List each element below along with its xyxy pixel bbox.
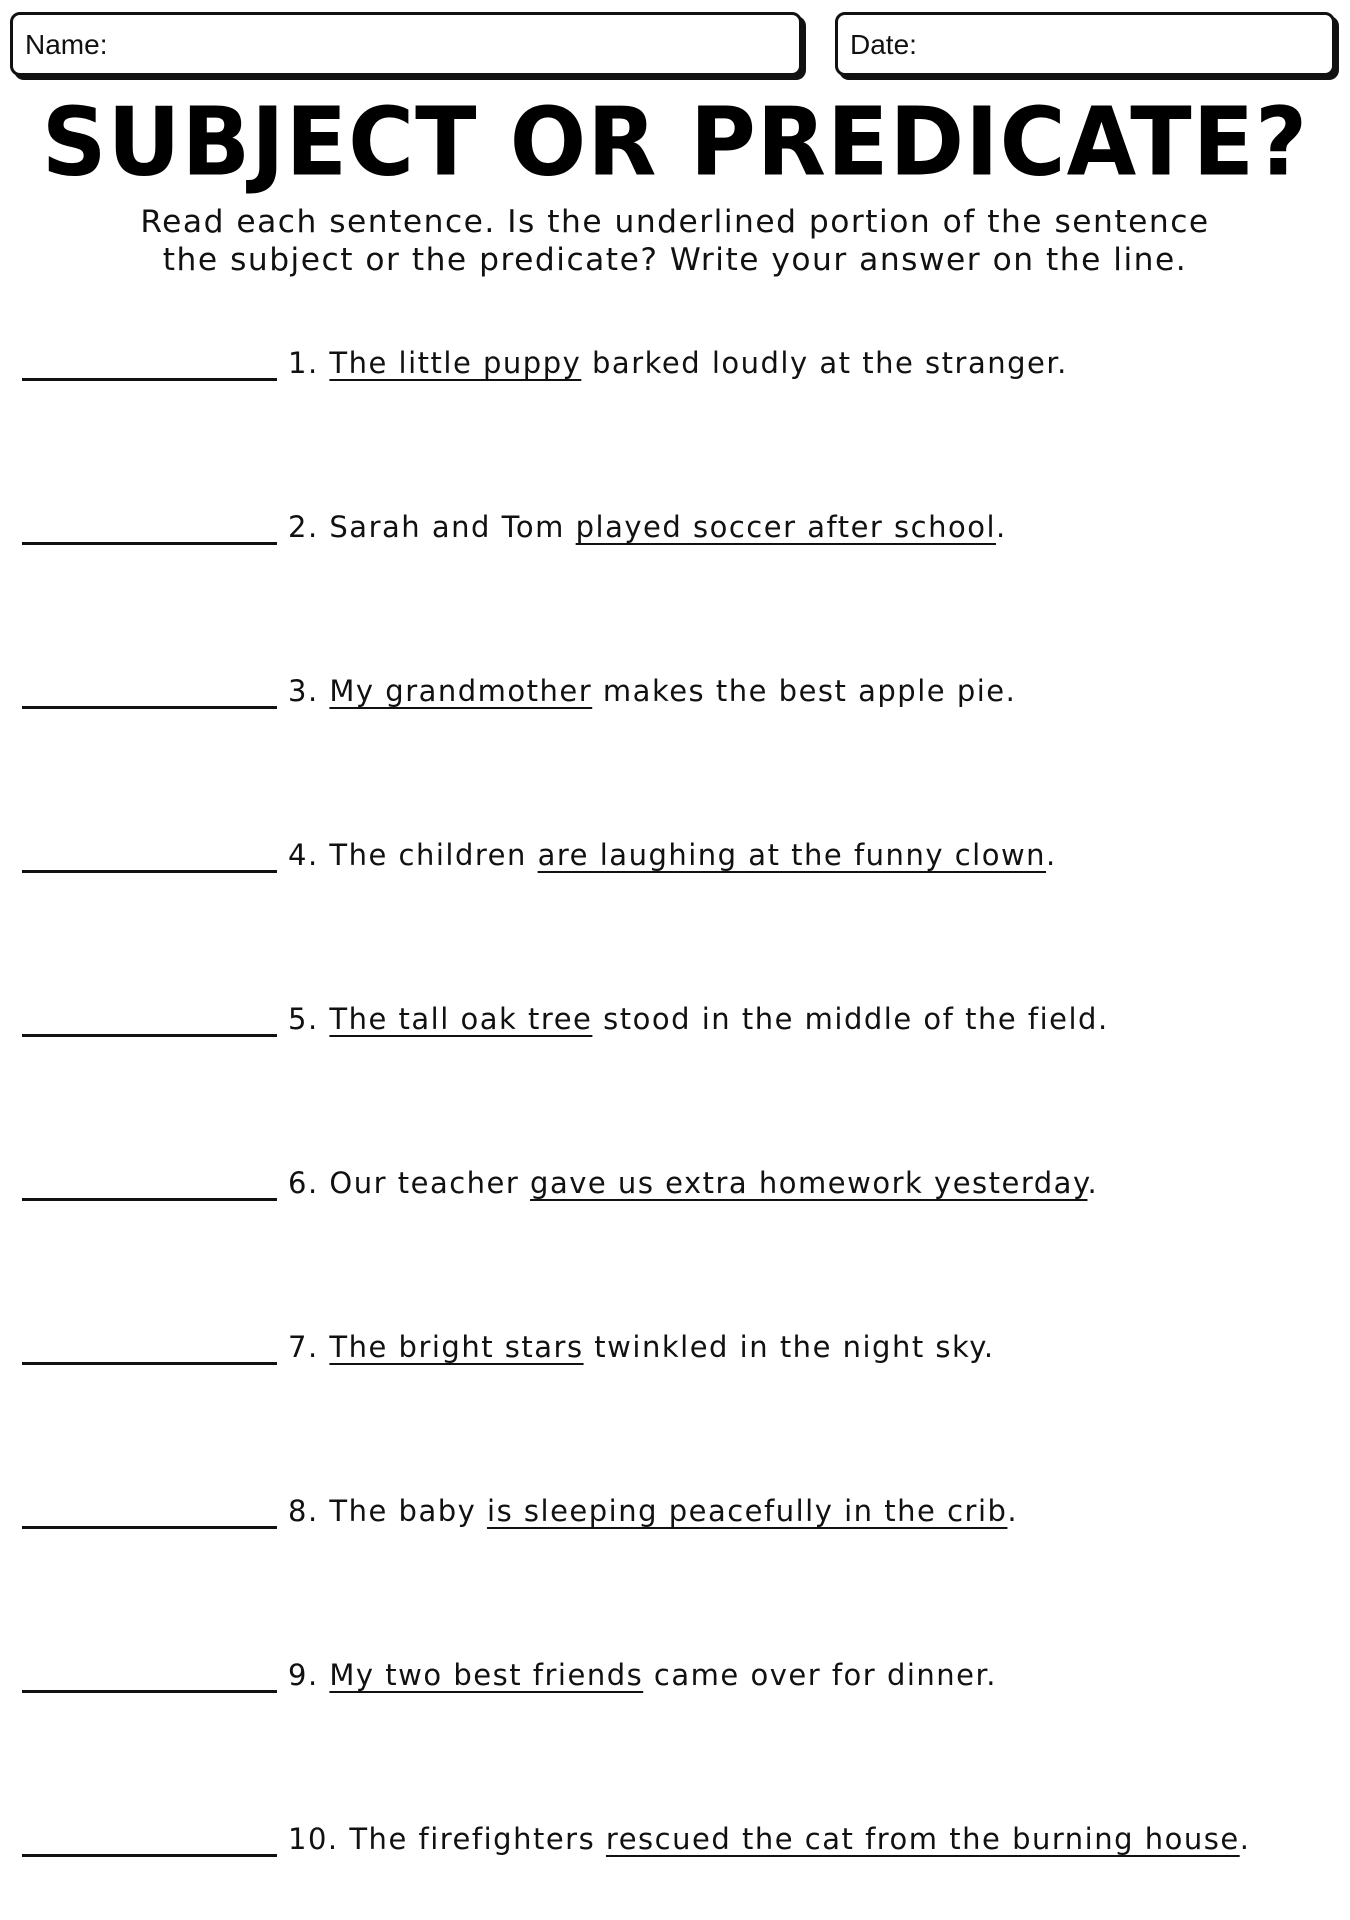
answer-line[interactable] xyxy=(22,1526,277,1529)
date-label: Date: xyxy=(850,29,917,60)
sentence-end: came over for dinner. xyxy=(643,1658,997,1692)
question-text xyxy=(288,1163,1098,1203)
page-title: SUBJECT OR PREDICATE? xyxy=(41,87,1309,198)
question-item xyxy=(0,999,1350,1049)
sentence-end: stood in the middle of the field. xyxy=(592,1002,1109,1036)
question-item xyxy=(0,1491,1350,1541)
question-number: 1. xyxy=(288,346,319,380)
question-item xyxy=(0,507,1350,557)
question-text xyxy=(288,1819,1250,1859)
question-number: 7. xyxy=(288,1330,319,1364)
underlined-portion: The tall oak tree xyxy=(329,1002,593,1036)
question-number: 2. xyxy=(288,510,319,544)
question-number: 6. xyxy=(288,1166,319,1200)
sentence-end: twinkled in the night sky. xyxy=(583,1330,995,1364)
sentence-start: The children xyxy=(329,838,538,872)
answer-line[interactable] xyxy=(22,1198,277,1201)
underlined-portion: My grandmother xyxy=(329,674,593,708)
answer-line[interactable] xyxy=(22,1362,277,1365)
underlined-portion: The bright stars xyxy=(329,1330,584,1364)
answer-line[interactable] xyxy=(22,1854,277,1857)
instructions-line-1: Read each sentence. Is the underlined portion of the sentence xyxy=(140,204,1210,240)
sentence-end: . xyxy=(1239,1822,1251,1856)
question-item xyxy=(0,343,1350,393)
question-item xyxy=(0,1655,1350,1705)
question-item xyxy=(0,835,1350,885)
underlined-portion: are laughing at the funny clown xyxy=(537,838,1047,872)
question-number: 3. xyxy=(288,674,319,708)
answer-line[interactable] xyxy=(22,542,277,545)
sentence-start: Our teacher xyxy=(329,1166,531,1200)
underlined-portion: rescued the cat from the burning house xyxy=(605,1822,1240,1856)
date-field[interactable] xyxy=(835,12,1335,76)
underlined-portion: is sleeping peacefully in the crib xyxy=(487,1494,1008,1528)
name-label: Name: xyxy=(25,29,108,60)
question-item xyxy=(0,671,1350,721)
instructions-line-2: the subject or the predicate? Write your answer on the line. xyxy=(162,242,1188,278)
underlined-portion: My two best friends xyxy=(329,1658,644,1692)
question-item xyxy=(0,1819,1350,1869)
question-text xyxy=(288,1655,997,1695)
question-text xyxy=(288,507,1007,547)
question-item xyxy=(0,1163,1350,1213)
sentence-end: barked loudly at the stranger. xyxy=(581,346,1068,380)
sentence-start: The baby xyxy=(329,1494,488,1528)
answer-line[interactable] xyxy=(22,706,277,709)
answer-line[interactable] xyxy=(22,1034,277,1037)
sentence-start: The firefighters xyxy=(349,1822,606,1856)
question-item xyxy=(0,1327,1350,1377)
question-text xyxy=(288,1491,1018,1531)
sentence-end: makes the best apple pie. xyxy=(592,674,1017,708)
underlined-portion: gave us extra homework yesterday xyxy=(530,1166,1088,1200)
question-text xyxy=(288,835,1057,875)
question-number: 5. xyxy=(288,1002,319,1036)
question-number: 4. xyxy=(288,838,319,872)
answer-line[interactable] xyxy=(22,378,277,381)
sentence-end: . xyxy=(1087,1166,1099,1200)
question-text xyxy=(288,343,1068,383)
answer-line[interactable] xyxy=(22,1690,277,1693)
question-number: 9. xyxy=(288,1658,319,1692)
sentence-end: . xyxy=(1007,1494,1019,1528)
sentence-end: . xyxy=(996,510,1007,544)
question-number: 8. xyxy=(288,1494,319,1528)
underlined-portion: played soccer after school xyxy=(575,510,997,544)
question-text xyxy=(288,999,1109,1039)
question-number: 10. xyxy=(288,1822,339,1856)
sentence-start: Sarah and Tom xyxy=(329,510,576,544)
instructions xyxy=(0,203,1350,279)
name-field[interactable] xyxy=(10,12,802,76)
sentence-end: . xyxy=(1046,838,1057,872)
answer-line[interactable] xyxy=(22,870,277,873)
underlined-portion: The little puppy xyxy=(329,346,582,380)
question-text xyxy=(288,671,1016,711)
question-text xyxy=(288,1327,995,1367)
